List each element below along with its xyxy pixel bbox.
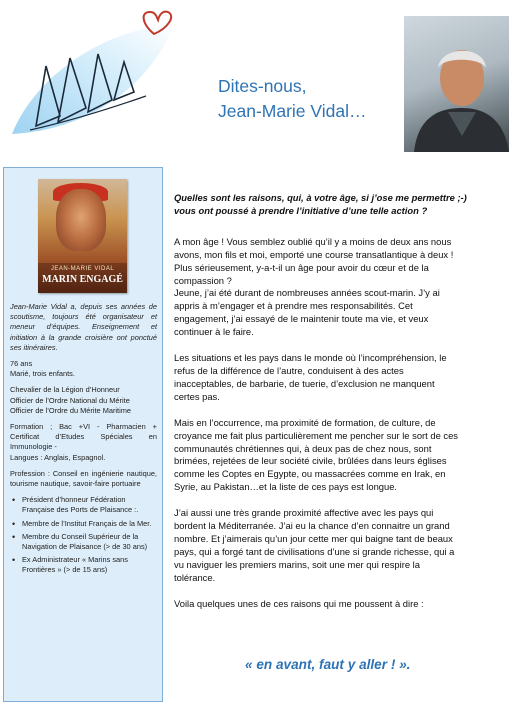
slogan-quote: « en avant, faut y aller ! ».	[245, 657, 411, 672]
portrait-photo	[404, 16, 509, 152]
page-heading	[218, 74, 367, 124]
honors-block	[10, 385, 157, 416]
book-title: MARIN ENGAGÉ	[42, 274, 123, 285]
heading-line-1: Dites-nous,	[218, 76, 307, 96]
book-cover-image	[38, 179, 127, 293]
sailboats-heart-logo	[6, 4, 182, 144]
bio-details	[10, 359, 157, 379]
roles-list	[10, 495, 157, 575]
role-item: • Membre du Conseil Supérieur de la Navigation de Plaisance (> de 30 ans)	[22, 532, 157, 552]
book-author: JEAN-MARIE VIDAL	[50, 266, 115, 272]
answer-paragraph: Les situations et les pays dans le monde où l’incompréhension, le refus de la différence de l’autre, conduisent à des actes inacceptables, de barbarie, de tuerie, d’exclusion ne manquent certes pas.	[174, 352, 447, 402]
profession-text: Profession : Conseil en ingénierie nautique, tourisme nautique, savoir-faire portuaire	[10, 468, 157, 489]
heading-line-2: Jean-Marie Vidal…	[218, 101, 367, 121]
formation-block	[10, 422, 157, 463]
formation-text: Formation ; Bac +VI - Pharmacien + Certificat d’Etudes Spéciales en Immunologie -	[10, 422, 157, 452]
interview-body	[174, 192, 508, 623]
family-text: Marié, trois enfants.	[10, 369, 75, 379]
role-item: • Président d’honneur Fédération Française des Ports de Plaisance :.	[22, 495, 157, 515]
age-text: 76 ans	[10, 359, 33, 369]
answer-paragraph: A mon âge ! Vous semblez oublié qu’il y a moins de deux ans nous avons, mon fils et moi, emporté une course transatlantique à deux ! Plus sérieusement, y-a-t-il un âge pour avoir du cœur et de la compassion ? Jeune, j’ai été durant de nombreuses années scout-marin. J’y ai appris à m’engager et à prendre mes responsabilités. Cet engagement, j’ai essayé de le maintenir toute ma vie, et veux continuer à le faire.	[174, 235, 454, 338]
role-item: • Membre de l’Institut Français de la Mer.	[22, 519, 157, 529]
honor-item: Chevalier de la Légion d’Honneur	[10, 385, 120, 395]
answer-paragraph: Voila quelques unes de ces raisons qui me poussent à dire :	[174, 597, 424, 609]
bio-paragraph: Jean-Marie Vidal a, depuis ses années de scoutisme, toujours été organisateur et meneur d’équipes. Enseignement et initiation à la grande croisière ont ponctué ses itinéraires.	[10, 302, 157, 352]
answer-paragraph: Mais en l’occurrence, ma proximité de formation, de culture, de croyance me fait plus particulièrement me pencher sur le sort de ces communautés chrétiennes qui, à deux pas de chez nous, sont brimées, rejetées de leur société civile, brûlées dans leurs églises comme les Coptes en Egypte, ou massacrées comme en Irak, en Syrie, au Pakistan…et la liste de ces pays est longue.	[174, 416, 458, 493]
sidebar-text	[10, 302, 157, 579]
answer-paragraph: J’ai aussi une très grande proximité affective avec les pays qui bordent la Méditerranée. J’ai eu la chance d’en connaitre un grand nombre. Et j’aimerais qu’un jour cette mer qui baigne tant de beaux pays, qui a forgé tant de civilisations d’une si grande richesse, qui a vu naviguer les premiers marins, soit une mer qui respire la tolérance.	[174, 507, 455, 583]
languages-text: Langues : Anglais, Espagnol.	[10, 452, 106, 462]
honor-item: Officier de l’Ordre National du Mérite	[10, 395, 130, 405]
role-item: • Ex Administrateur « Marins sans Frontières » (> de 15 ans)	[22, 555, 157, 575]
honor-item: Officier de l’Ordre du Mérite Maritime	[10, 405, 132, 415]
interview-question: Quelles sont les raisons, qui, à votre âge, si j’ose me permettre ;-) vous ont poussé à prendre l’initiative d’une telle action ?	[174, 192, 467, 216]
bio-sidebar	[3, 167, 163, 702]
